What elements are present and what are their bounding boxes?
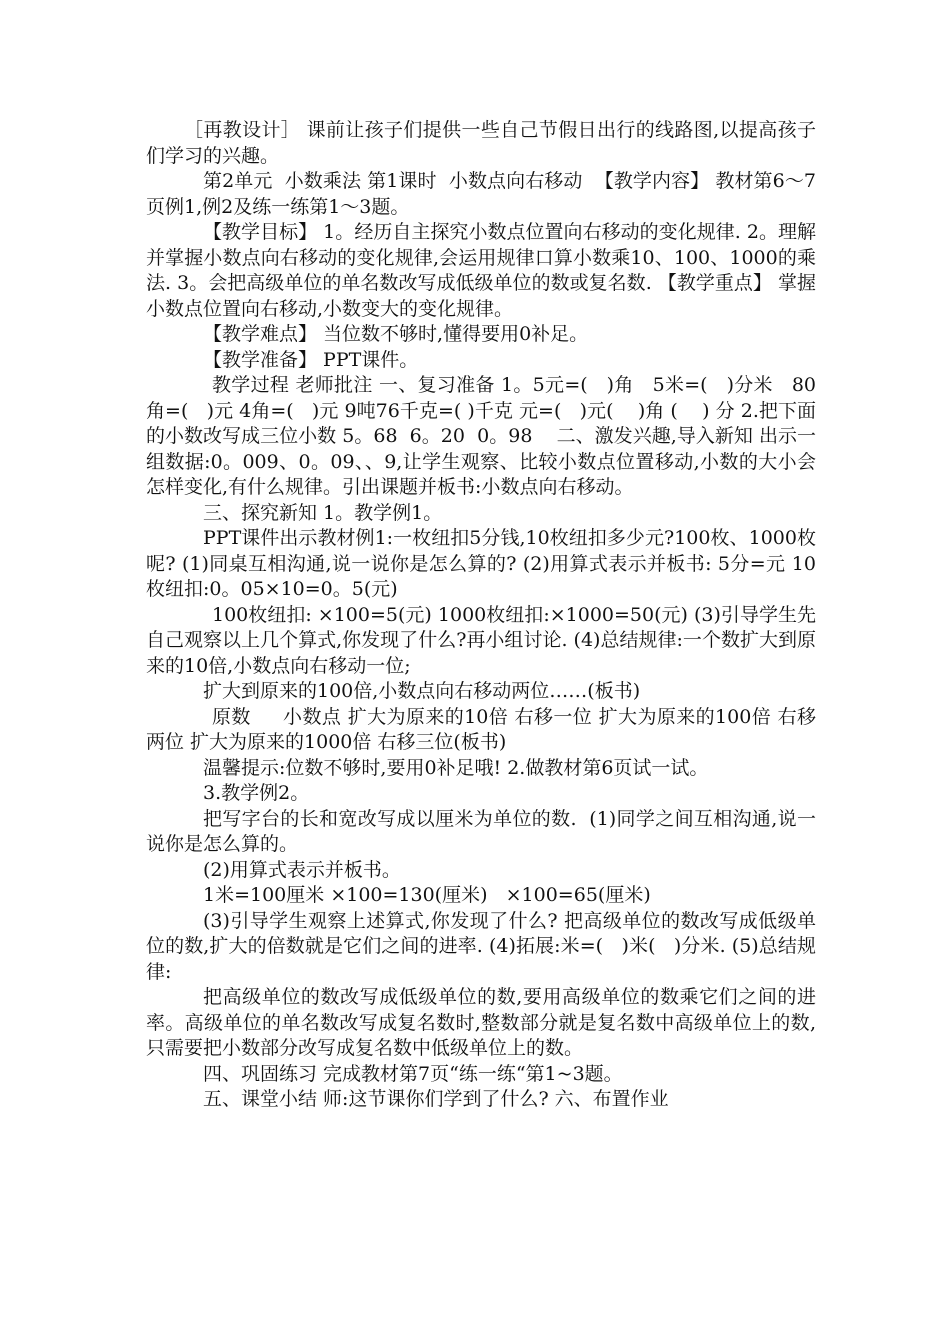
paragraph-teaching-goals: 【教学目标】 1。经历自主探究小数点位置向右移动的变化规律. 2。理解并掌握小数点向右移动的变化规律,会运用规律口算小数乘10、100、1000的乘法. 3。会把高级单位的单名数改写成低级单位的数或复名数. 【教学重点】 掌握小数点位置向右移动,小数变大的变化规律。 — [146, 221, 816, 320]
paragraph-example-2: 把写字台的长和宽改写成以厘米为单位的数. (1)同学之间互相沟通,说一说你是怎么算的。 — [146, 807, 816, 855]
paragraph-formulas: 1米=100厘米 ×100=130(厘米) ×100=65(厘米) — [203, 884, 651, 906]
paragraph-teaching-difficulty: 【教学难点】 当位数不够时,懂得要用0补足。 — [203, 323, 589, 345]
paragraph-example-2-title: 3.教学例2。 — [203, 782, 310, 804]
paragraph-practice: 四、巩固练习 完成教材第7页“练一练“第1~3题。 — [203, 1062, 623, 1085]
paragraph-unit-header: 第2单元 小数乘法 第1课时 小数点向右移动 【教学内容】 教材第6～7页例1,例2及练一练第1～3题。 — [146, 170, 816, 218]
paragraph-tip: 温馨提示:位数不够时,要用0补足哦! 2.做教材第6页试一试。 — [203, 756, 709, 779]
paragraph-redesign: ［再教设计］ 课前让孩子们提供一些自己节假日出行的线路图,以提高孩子们学习的兴趣。 — [146, 119, 816, 167]
paragraph-table: 原数 小数点 扩大为原来的10倍 右移一位 扩大为原来的100倍 右移两位 扩大为原来的1000倍 右移三位(板书) — [146, 705, 816, 753]
paragraph-rule: 把高级单位的数改写成低级单位的数,要用高级单位的数乘它们之间的进率。高级单位的单名数改写成复名数时,整数部分就是复名数中高级单位上的数,只需要把小数部分改写成复名数中低级单位上的数。 — [146, 986, 816, 1059]
paragraph-observe: (3)引导学生观察上述算式,你发现了什么? 把高级单位的数改写成低级单位的数,扩大的倍数就是它们之间的进率. (4)拓展:米=( )米( )分米. (5)总结规律: — [146, 909, 816, 983]
paragraph-explore-new: 三、探究新知 1。教学例1。 — [203, 501, 443, 524]
paragraph-summary: 五、课堂小结 师:这节课你们学到了什么? 六、布置作业 — [203, 1088, 669, 1110]
document-body — [146, 118, 816, 1113]
paragraph-formula-board: (2)用算式表示并板书。 — [203, 858, 401, 881]
paragraph-example-1: PPT课件出示教材例1:一枚纽扣5分钱,10枚纽扣多少元?100枚、1000枚呢? (1)同桌互相沟通,说一说你是怎么算的? (2)用算式表示并板书: 5分=元 10枚纽扣:0。05×10=0。5(元) — [146, 527, 816, 600]
paragraph-teaching-process: 教学过程 老师批注 一、复习准备 1。5元=( )角 5米=( )分米 80角=( )元 4角=( )元 9吨76千克=( )千克 元=( )元( )角 ( ) 分 2.把下面的小数改写成三位小数 5。68 6。20 0。98 二、激发兴趣,导入新知 出示一组数据:0。009、0。09、、9,让学生观察、比较小数点位置移动,小数的大小会怎样变化,有什么规律。引出课题并板书:小数点向右移动。 — [146, 374, 816, 498]
paragraph-100-times: 扩大到原来的100倍,小数点向右移动两位……(板书) — [203, 680, 641, 702]
paragraph-teaching-preparation: 【教学准备】 PPT课件。 — [203, 348, 419, 371]
paragraph-100-buttons: 100枚纽扣: ×100=5(元) 1000枚纽扣:×1000=50(元) (3)引导学生先自己观察以上几个算式,你发现了什么?再小组讨论. (4)总结规律:一个数扩大到原来的10倍,小数点向右移动一位; — [146, 603, 816, 677]
